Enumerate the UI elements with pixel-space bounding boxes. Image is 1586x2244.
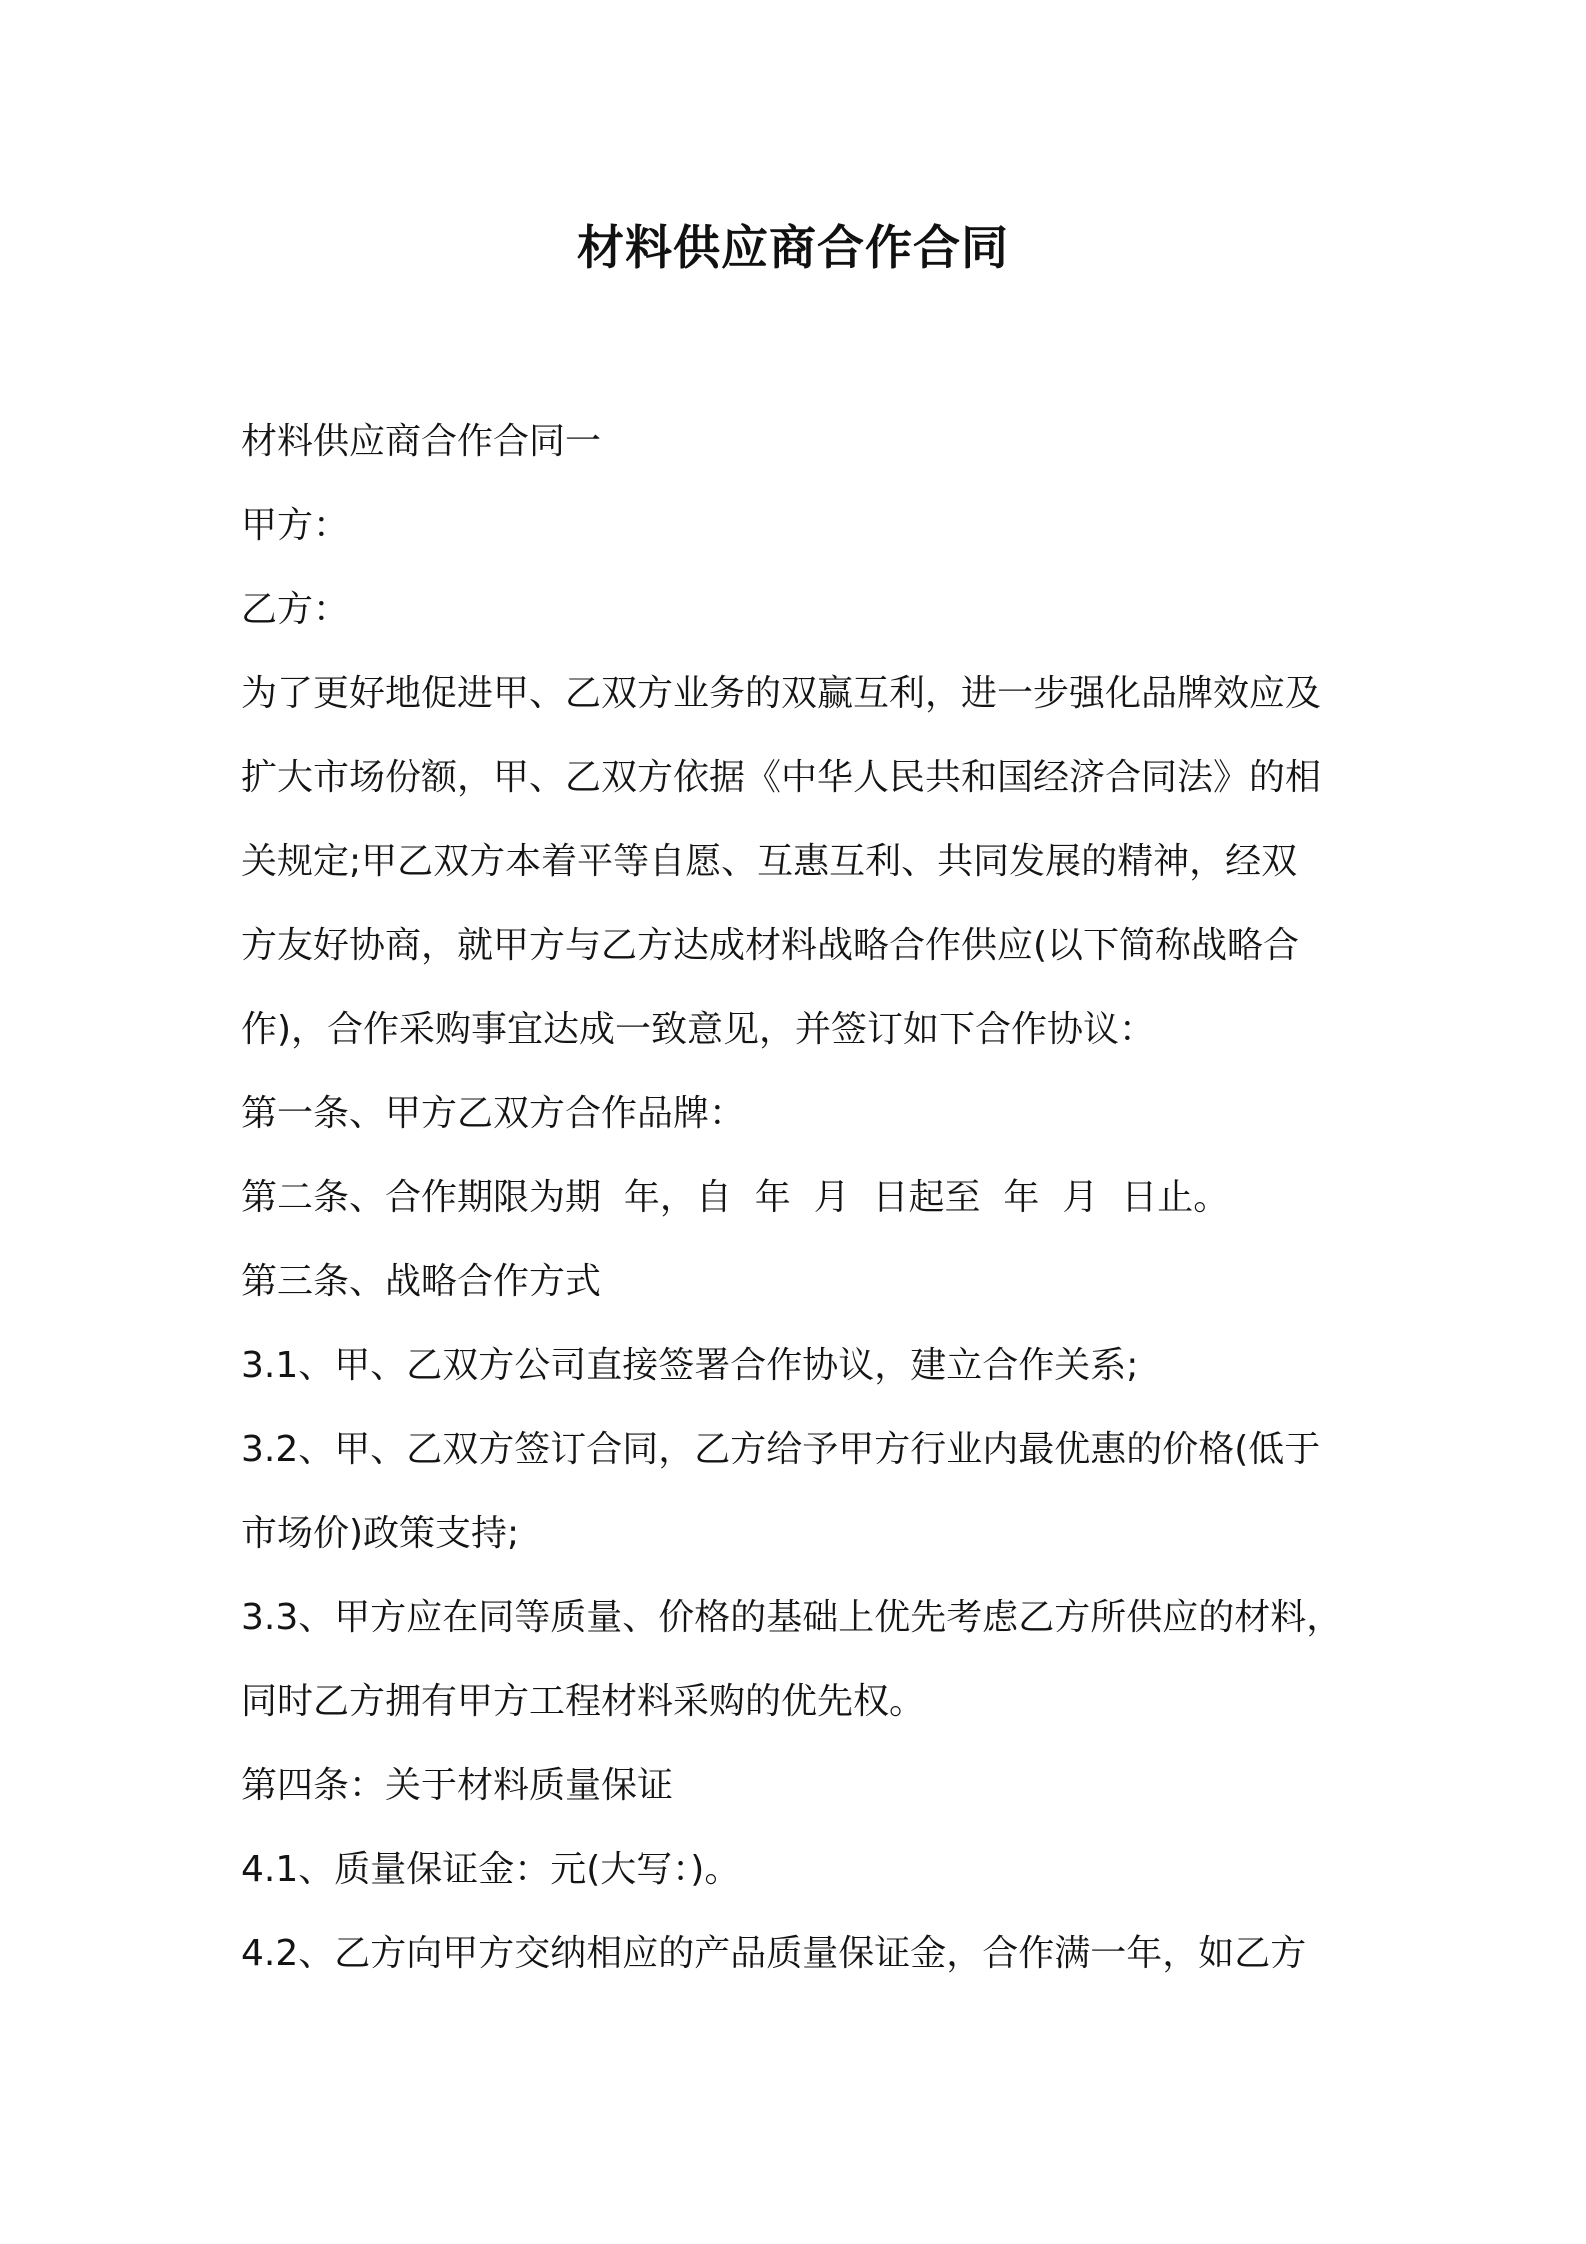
article-2-heading: 第二条、合作期限为期 年，自 年 月 日起至 年 月 日止。	[241, 1177, 1230, 1218]
subtitle-line: 材料供应商合作合同一	[241, 421, 602, 462]
preamble-line-5: 作)，合作采购事宜达成一致意见，并签订如下合作协议：	[241, 1009, 1156, 1050]
preamble-line-4: 方友好协商，就甲方与乙方达成材料战略合作供应(以下简称战略合	[241, 925, 1300, 966]
clause-4-1: 4.1、质量保证金：元(大写：)。	[241, 1849, 741, 1890]
clause-3-3-line-2: 同时乙方拥有甲方工程材料采购的优先权。	[241, 1681, 926, 1722]
clause-3-2-line-2: 市场价)政策支持;	[241, 1513, 520, 1554]
clause-4-2-line-1: 4.2、乙方向甲方交纳相应的产品质量保证金，合作满一年，如乙方	[241, 1933, 1307, 1974]
party-a-line: 甲方：	[241, 505, 350, 546]
document-title: 材料供应商合作合同	[577, 221, 1009, 276]
preamble-line-2: 扩大市场份额，甲、乙双方依据《中华人民共和国经济合同法》的相	[241, 757, 1322, 798]
preamble-line-3: 关规定;甲乙双方本着平等自愿、互惠互利、共同发展的精神，经双	[241, 841, 1298, 882]
article-4-heading: 第四条：关于材料质量保证	[241, 1765, 674, 1806]
clause-3-1: 3.1、甲、乙双方公司直接签署合作协议，建立合作关系;	[241, 1345, 1139, 1386]
clause-3-2-line-1: 3.2、甲、乙双方签订合同，乙方给予甲方行业内最优惠的价格(低于	[241, 1429, 1321, 1470]
article-3-heading: 第三条、战略合作方式	[241, 1261, 602, 1302]
preamble-line-1: 为了更好地促进甲、乙双方业务的双赢互利，进一步强化品牌效应及	[241, 673, 1322, 714]
article-1-heading: 第一条、甲方乙双方合作品牌：	[241, 1093, 746, 1134]
document-body	[241, 400, 1391, 1996]
clause-3-3-line-1: 3.3、甲方应在同等质量、价格的基础上优先考虑乙方所供应的材料，	[241, 1597, 1343, 1638]
party-b-line: 乙方：	[241, 589, 350, 630]
